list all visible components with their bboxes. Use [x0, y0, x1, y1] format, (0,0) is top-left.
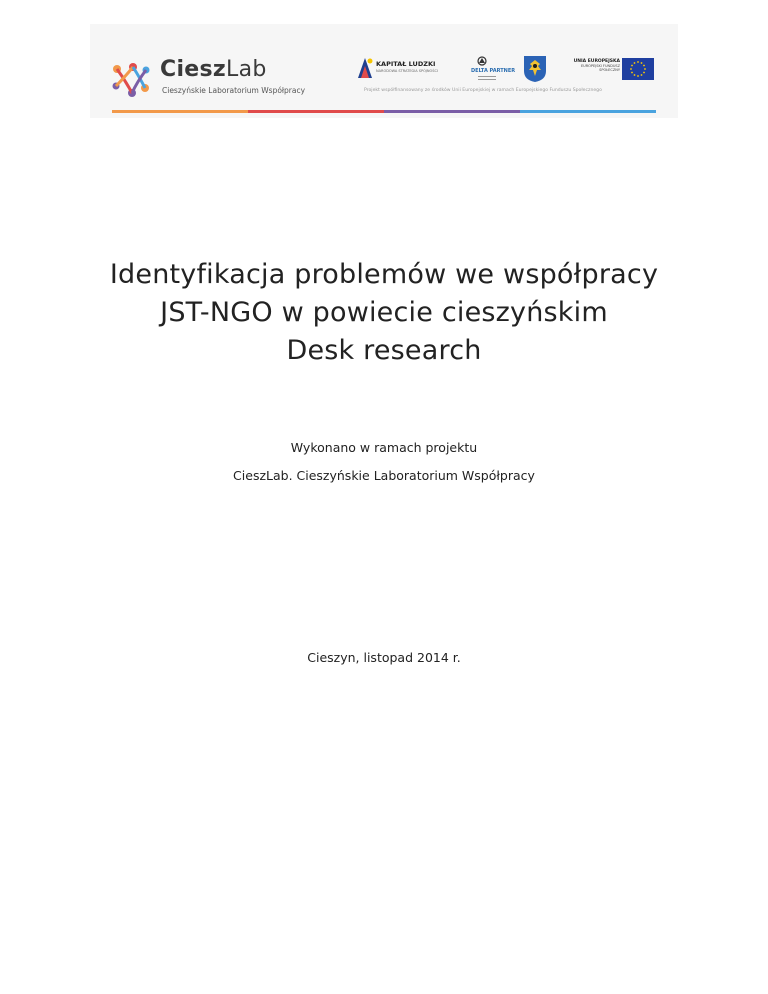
- delta-partner-text: DELTA PARTNER: [471, 68, 516, 74]
- eu-label-line2: EUROPEJSKI FUNDUSZ SPOŁECZNY: [580, 64, 620, 72]
- color-line-orange: [112, 110, 248, 113]
- cieszlab-logo-mark-icon: [112, 62, 152, 98]
- eu-flag-icon: [622, 58, 654, 80]
- title-line-1: Identyfikacja problemów we współpracy: [109, 259, 659, 290]
- color-line-red: [248, 110, 384, 113]
- logo-title-light: Lab: [226, 57, 267, 82]
- title-line-3: Desk research: [286, 335, 482, 366]
- title-line-2: JST-NGO w powiecie cieszyńskim: [160, 297, 608, 328]
- coat-of-arms-icon: [523, 55, 547, 83]
- logo-subtitle: Cieszyńskie Laboratorium Współpracy: [162, 86, 306, 95]
- header-color-line: [112, 110, 656, 113]
- logo-title: [160, 57, 267, 82]
- kapital-ludzki-star-icon: [356, 56, 374, 80]
- eu-label-line1: UNIA EUROPEJSKA: [573, 59, 620, 64]
- color-line-purple: [384, 110, 520, 113]
- delta-partner-icon: [468, 56, 516, 84]
- context-line-2: CieszLab. Cieszyńskie Laboratorium Współpracy: [233, 468, 535, 483]
- cieszlab-logo: [112, 57, 352, 102]
- eu-label: [570, 59, 620, 72]
- document-title: [0, 256, 768, 370]
- color-line-blue: [520, 110, 656, 113]
- kapital-ludzki-logo: [356, 56, 446, 82]
- kapital-ludzki-text: KAPITAŁ LUDZKI: [376, 60, 436, 68]
- cofunding-note: Projekt współfinansowany ze środków Unii Europejskiej w ramach Europejskiego Funduszu Społecznego: [364, 88, 602, 93]
- kapital-ludzki-subtext: NARODOWA STRATEGIA SPÓJNOŚCI: [376, 69, 438, 73]
- context-line-1: Wykonano w ramach projektu: [290, 440, 478, 455]
- place-and-date: Cieszyn, listopad 2014 r.: [307, 650, 461, 665]
- delta-partner-logo: [468, 56, 516, 84]
- logo-title-bold: Ciesz: [160, 57, 227, 82]
